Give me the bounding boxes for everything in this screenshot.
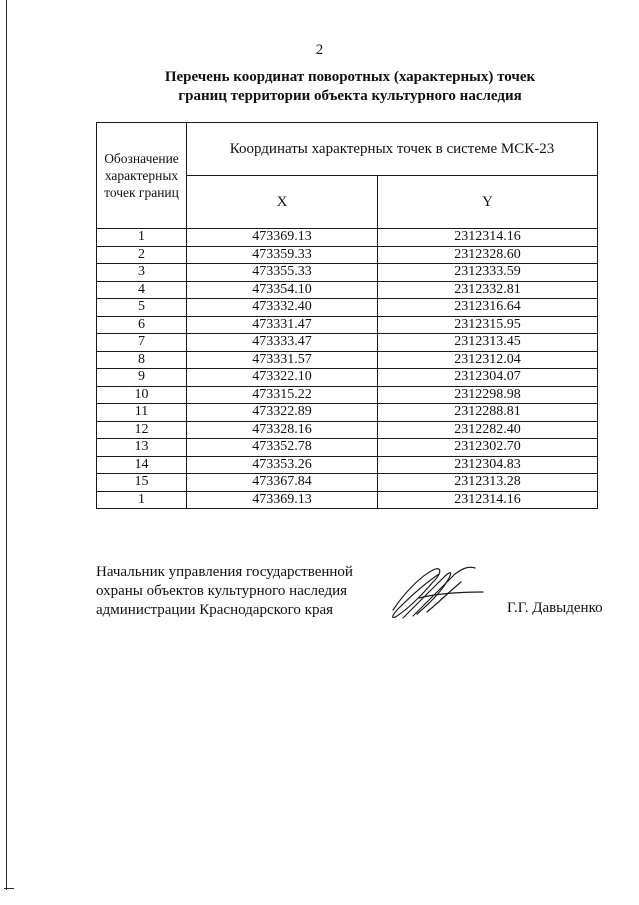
table-row <box>97 246 598 264</box>
header-point-designation-line: характерных <box>104 168 179 183</box>
point-number-cell: 8 <box>97 351 187 369</box>
table-row <box>97 439 598 457</box>
point-number-cell: 1 <box>97 229 187 247</box>
point-number-cell: 9 <box>97 369 187 387</box>
y-coordinate-cell: 2312313.28 <box>378 474 598 492</box>
point-number-cell: 14 <box>97 456 187 474</box>
point-number-cell: 4 <box>97 281 187 299</box>
header-coordinate-system: Координаты характерных точек в системе МСК-23 <box>187 123 598 176</box>
point-number-cell: 2 <box>97 246 187 264</box>
table-row <box>97 264 598 282</box>
table-row <box>97 456 598 474</box>
x-coordinate-cell: 473359.33 <box>187 246 378 264</box>
signatory-position-line-3: администрации Краснодарского края <box>96 602 334 618</box>
signatory-position-line-1: Начальник управления государственной <box>96 564 353 580</box>
document-title-line-2: границ территории объекта культурного наследия <box>178 88 522 104</box>
point-number-cell: 13 <box>97 439 187 457</box>
table-row <box>97 334 598 352</box>
table-row <box>97 369 598 387</box>
y-coordinate-cell: 2312304.07 <box>378 369 598 387</box>
x-coordinate-cell: 473331.47 <box>187 316 378 334</box>
header-point-designation-line: точек границ <box>104 185 179 200</box>
table-row <box>97 299 598 317</box>
table-row <box>97 421 598 439</box>
y-coordinate-cell: 2312288.81 <box>378 404 598 422</box>
point-number-cell: 12 <box>97 421 187 439</box>
x-coordinate-cell: 473352.78 <box>187 439 378 457</box>
x-coordinate-cell: 473353.26 <box>187 456 378 474</box>
x-coordinate-cell: 473332.40 <box>187 299 378 317</box>
header-point-designation-line: Обозначение <box>104 151 179 166</box>
y-coordinate-cell: 2312328.60 <box>378 246 598 264</box>
y-coordinate-cell: 2312314.16 <box>378 491 598 509</box>
signatory-position <box>96 563 353 620</box>
page-binding-tick <box>4 888 14 889</box>
table-row <box>97 229 598 247</box>
y-coordinate-cell: 2312316.64 <box>378 299 598 317</box>
y-coordinate-cell: 2312304.83 <box>378 456 598 474</box>
table-row <box>97 386 598 404</box>
table-row <box>97 491 598 509</box>
point-number-cell: 11 <box>97 404 187 422</box>
signatory-name: Г.Г. Давыденко <box>507 600 603 616</box>
x-coordinate-cell: 473354.10 <box>187 281 378 299</box>
point-number-cell: 5 <box>97 299 187 317</box>
x-coordinate-cell: 473328.16 <box>187 421 378 439</box>
y-coordinate-cell: 2312315.95 <box>378 316 598 334</box>
coordinates-table-body <box>97 229 598 509</box>
x-coordinate-cell: 473333.47 <box>187 334 378 352</box>
y-coordinate-cell: 2312298.98 <box>378 386 598 404</box>
x-coordinate-cell: 473369.13 <box>187 229 378 247</box>
x-coordinate-cell: 473355.33 <box>187 264 378 282</box>
page-number: 2 <box>315 42 324 58</box>
x-coordinate-cell: 473322.10 <box>187 369 378 387</box>
point-number-cell: 10 <box>97 386 187 404</box>
point-number-cell: 6 <box>97 316 187 334</box>
table-row <box>97 404 598 422</box>
signatory-position-line-2: охраны объектов культурного наследия <box>96 583 348 599</box>
y-coordinate-cell: 2312333.59 <box>378 264 598 282</box>
x-coordinate-cell: 473367.84 <box>187 474 378 492</box>
y-coordinate-cell: 2312282.40 <box>378 421 598 439</box>
x-coordinate-cell: 473315.22 <box>187 386 378 404</box>
document-title-line-1: Перечень координат поворотных (характерных) точек <box>164 69 536 85</box>
table-row <box>97 316 598 334</box>
header-x: X <box>187 176 378 229</box>
x-coordinate-cell: 473322.89 <box>187 404 378 422</box>
table-row <box>97 474 598 492</box>
y-coordinate-cell: 2312314.16 <box>378 229 598 247</box>
x-coordinate-cell: 473331.57 <box>187 351 378 369</box>
y-coordinate-cell: 2312302.70 <box>378 439 598 457</box>
point-number-cell: 15 <box>97 474 187 492</box>
header-y: Y <box>378 176 598 229</box>
point-number-cell: 1 <box>97 491 187 509</box>
handwritten-signature <box>383 562 493 624</box>
table-row <box>97 281 598 299</box>
y-coordinate-cell: 2312313.45 <box>378 334 598 352</box>
y-coordinate-cell: 2312312.04 <box>378 351 598 369</box>
point-number-cell: 7 <box>97 334 187 352</box>
document-title <box>60 68 639 106</box>
coordinates-table <box>96 122 598 509</box>
page-binding-edge <box>6 0 7 890</box>
table-row <box>97 351 598 369</box>
point-number-cell: 3 <box>97 264 187 282</box>
x-coordinate-cell: 473369.13 <box>187 491 378 509</box>
y-coordinate-cell: 2312332.81 <box>378 281 598 299</box>
header-point-designation <box>97 123 187 229</box>
